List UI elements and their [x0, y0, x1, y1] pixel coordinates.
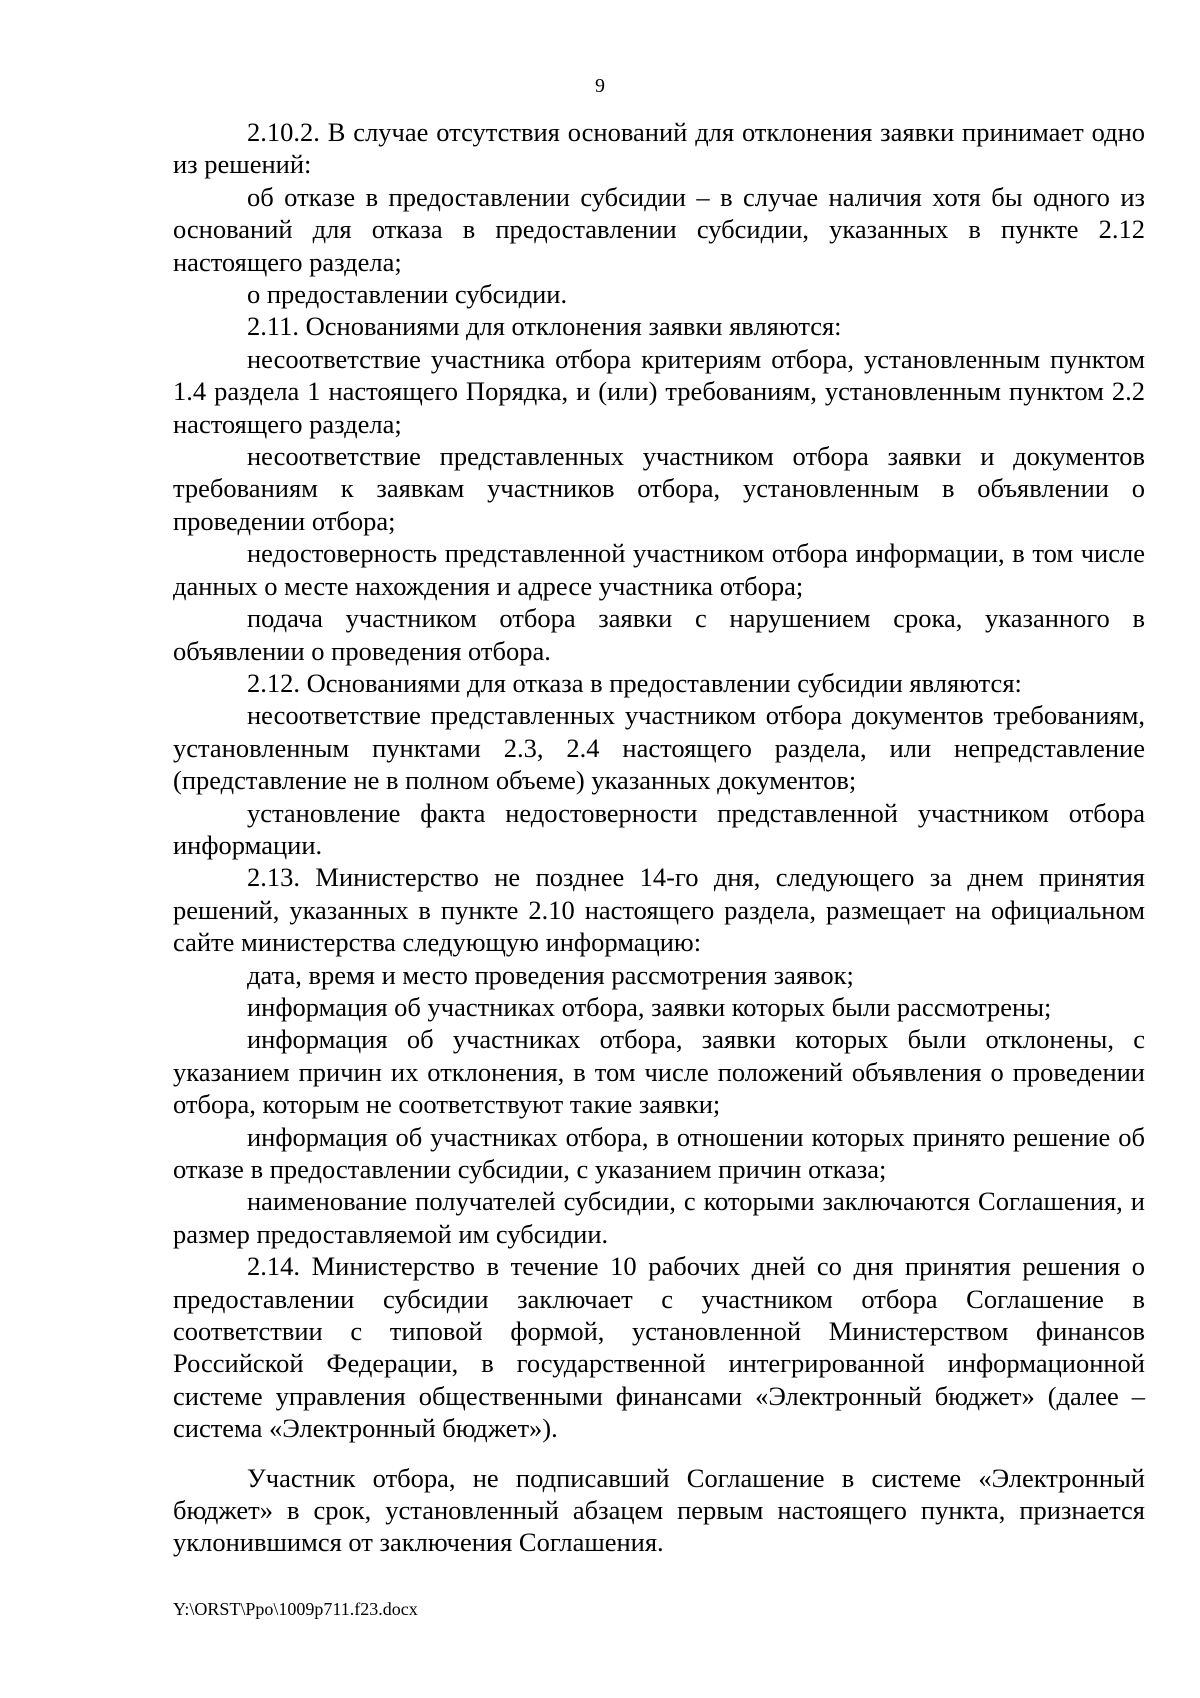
page-number: 9: [595, 75, 605, 97]
paragraph: 2.14. Министерство в течение 10 рабочих дней со дня принятия решения о предоставлении субсидии заключает с участником отбора Соглашение в соответствии с типовой формой, установленной Министерством финансов Российской Федерации, в государственной интегрированной информационной системе управления общественными финансами «Электронный бюджет» (далее – система «Электронный бюджет»).: [173, 1251, 1145, 1444]
paragraph: об отказе в предоставлении субсидии – в случае наличия хотя бы одного из оснований для отказа в предоставлении субсидии, указанных в пункте 2.12 настоящего раздела;: [173, 181, 1145, 277]
paragraph: о предоставлении субсидии.: [247, 279, 568, 310]
paragraph: несоответствие участника отбора критериям отбора, установленным пунктом 1.4 раздела 1 настоящего Порядка, и (или) требованиям, установленным пунктом 2.2 настоящего раздела;: [173, 343, 1145, 439]
file-path-footer: Y:\ORST\Ppo\1009p711.f23.docx: [173, 1599, 418, 1619]
paragraph: 2.10.2. В случае отсутствия оснований для отклонения заявки принимает одно из решений:: [173, 117, 1145, 180]
paragraph: 2.11. Основаниями для отклонения заявки являются:: [247, 311, 842, 342]
paragraph: 2.13. Министерство не позднее 14-го дня, следующего за днем принятия решений, указанных в пункте 2.10 настоящего раздела, размещает на официальном сайте министерства следующую информацию:: [173, 862, 1145, 958]
paragraph: подача участником отбора заявки с нарушением срока, указанного в объявлении о проведения отбора.: [173, 603, 1145, 666]
paragraph: недостоверность представленной участником отбора информации, в том числе данных о месте нахождения и адресе участника отбора;: [173, 538, 1145, 601]
document-body: [173, 116, 1145, 1559]
paragraph: Участник отбора, не подписавший Соглашение в системе «Электронный бюджет» в срок, установленный абзацем первым настоящего пункта, признается уклонившимся от заключения Соглашения.: [173, 1462, 1145, 1558]
paragraph: 2.12. Основаниями для отказа в предоставлении субсидии являются:: [247, 667, 1022, 698]
paragraph: информация об участниках отбора, заявки которых были отклонены, с указанием причин их отклонения, в том числе положений объявления о проведении отбора, которым не соответствуют такие заявки;: [173, 1024, 1145, 1120]
paragraph: дата, время и место проведения рассмотрения заявок;: [247, 959, 854, 990]
paragraph: информация об участниках отбора, в отношении которых принято решение об отказе в предоставлении субсидии, с указанием причин отказа;: [173, 1121, 1145, 1184]
paragraph: несоответствие представленных участником отбора заявки и документов требованиям к заявкам участников отбора, установленным в объявлении о проведении отбора;: [173, 441, 1145, 536]
paragraph: установление факта недостоверности представленной участником отбора информации.: [173, 797, 1145, 860]
paragraph: несоответствие представленных участником отбора документов требованиям, установленным пунктами 2.3, 2.4 настоящего раздела, или непредставление (представление не в полном объеме) указанных документов;: [173, 700, 1145, 796]
paragraph: наименование получателей субсидии, с которыми заключаются Соглашения, и размер предоставляемой им субсидии.: [173, 1186, 1145, 1249]
paragraph: информация об участниках отбора, заявки которых были рассмотрены;: [247, 991, 1052, 1022]
